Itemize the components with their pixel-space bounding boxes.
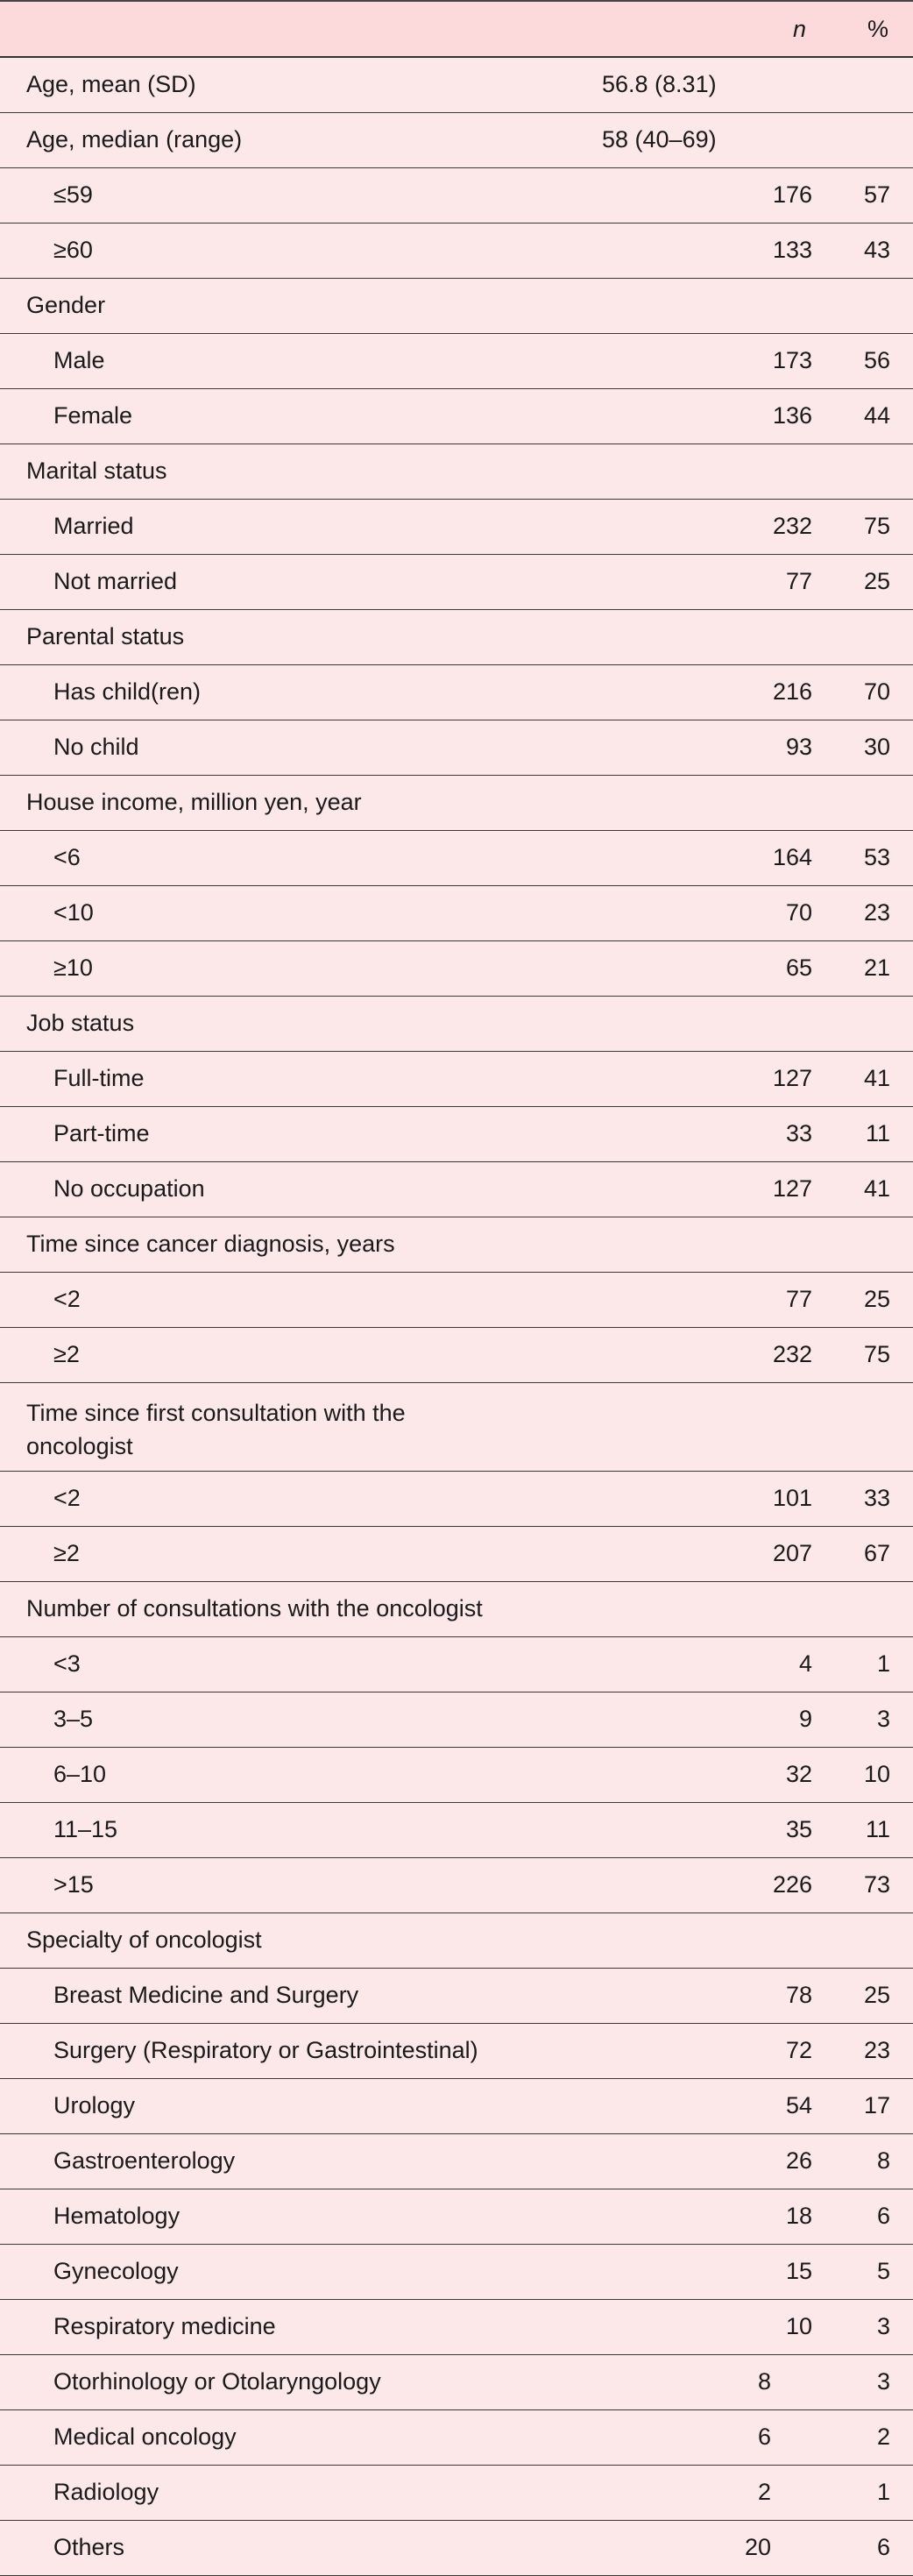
row-label: Time since cancer diagnosis, years: [26, 1231, 395, 1257]
row-label: Specialty of oncologist: [26, 1927, 262, 1953]
row-count: 78: [785, 1982, 812, 2008]
row-label: No occupation: [53, 1175, 205, 1202]
row-label: >15: [53, 1871, 94, 1898]
row-count: 133: [772, 237, 812, 263]
table-row: [0, 2079, 913, 2134]
row-percent: 6: [876, 2203, 890, 2229]
row-label: ≥60: [53, 237, 93, 263]
row-count: 6: [757, 2423, 771, 2450]
table-row: [0, 1527, 913, 1582]
table-row: [0, 334, 913, 389]
table-row: [0, 2134, 913, 2189]
table-row: [0, 1637, 913, 1692]
row-percent: 3: [876, 2313, 890, 2339]
table-row: [0, 1472, 913, 1527]
row-label: <6: [53, 844, 81, 870]
row-count: 35: [785, 1816, 812, 1842]
row-label: 3–5: [53, 1706, 94, 1732]
row-percent: 1: [876, 2479, 890, 2505]
row-percent: 3: [876, 1706, 890, 1732]
row-percent: 43: [863, 237, 890, 263]
table-row: [0, 2245, 913, 2300]
row-count: 176: [772, 181, 812, 208]
row-count: 32: [785, 1761, 812, 1787]
row-label: Parental status: [26, 623, 185, 649]
row-percent: 67: [863, 1540, 890, 1566]
row-percent: 11: [865, 1816, 890, 1842]
row-count: 226: [772, 1871, 812, 1898]
row-percent: 33: [863, 1485, 890, 1511]
row-label: No child: [53, 734, 139, 760]
row-count: 77: [785, 1286, 812, 1312]
row-label: Female: [53, 402, 133, 429]
row-label: <2: [53, 1286, 81, 1312]
row-count: 18: [785, 2203, 812, 2229]
row-label: Urology: [53, 2092, 136, 2118]
row-percent: 53: [863, 844, 890, 870]
table-row: [0, 555, 913, 610]
row-label: ≥2: [53, 1341, 80, 1367]
table-row: [0, 1273, 913, 1328]
row-percent: 30: [863, 734, 890, 760]
row-label: 6–10: [53, 1761, 107, 1787]
table-row: [0, 1692, 913, 1748]
row-percent: 1: [876, 1650, 890, 1677]
table-row: [0, 776, 913, 831]
row-label: Gender: [26, 292, 106, 318]
row-label: Respiratory medicine: [53, 2313, 276, 2339]
row-label: 11–15: [53, 1816, 118, 1842]
row-label: Otorhinology or Otolaryngology: [53, 2368, 381, 2395]
table-row: [0, 610, 913, 665]
row-label: Full-time: [53, 1065, 145, 1091]
row-label: Marital status: [26, 458, 167, 484]
row-percent: 57: [863, 181, 890, 208]
row-count: 232: [772, 513, 812, 539]
row-label: ≤59: [53, 181, 93, 208]
table-row: [0, 279, 913, 334]
table-row: [0, 1913, 913, 1969]
row-value: 58 (40–69): [602, 126, 717, 153]
table-row: [0, 2024, 913, 2079]
row-percent: 73: [863, 1871, 890, 1898]
table-header: [0, 0, 913, 58]
row-percent: 41: [863, 1065, 890, 1091]
row-count: 127: [772, 1175, 812, 1202]
column-header-n: n: [792, 16, 806, 42]
row-label: Others: [53, 2534, 125, 2560]
row-label: Medical oncology: [53, 2423, 237, 2450]
table-row: [0, 500, 913, 555]
row-label: Age, mean (SD): [26, 71, 196, 97]
table-row: [0, 444, 913, 500]
row-count: 10: [785, 2313, 812, 2339]
row-count: 101: [772, 1485, 812, 1511]
row-label: Number of consultations with the oncologist: [26, 1595, 483, 1622]
row-percent: 11: [865, 1120, 890, 1146]
table-row: [0, 1969, 913, 2024]
row-label: Age, median (range): [26, 126, 243, 153]
row-count: 33: [785, 1120, 812, 1146]
row-count: 2: [757, 2479, 771, 2505]
row-percent: 56: [863, 347, 890, 373]
table-row: [0, 2521, 913, 2576]
row-percent: 41: [863, 1175, 890, 1202]
row-label: Hematology: [53, 2203, 180, 2229]
row-label-line: oncologist: [26, 1433, 133, 1459]
table-row: [0, 389, 913, 444]
row-label: Job status: [26, 1010, 135, 1036]
table-row: [0, 1328, 913, 1383]
table-row: [0, 2410, 913, 2466]
row-label: House income, million yen, year: [26, 789, 362, 815]
row-label: Gynecology: [53, 2258, 179, 2284]
row-label: Breast Medicine and Surgery: [53, 1982, 359, 2008]
table-row: [0, 2300, 913, 2355]
table-row: [0, 1383, 913, 1472]
table-row: [0, 997, 913, 1052]
row-label-line: Time since first consultation with the: [26, 1400, 406, 1426]
table-row: [0, 1162, 913, 1217]
table-row: [0, 1107, 913, 1162]
row-percent: 10: [863, 1761, 890, 1787]
row-percent: 17: [863, 2092, 890, 2118]
row-percent: 44: [863, 402, 890, 429]
row-label: ≥2: [53, 1540, 80, 1566]
table-row: [0, 1803, 913, 1858]
row-label: <10: [53, 899, 94, 926]
table-row: [0, 2466, 913, 2521]
row-label: Male: [53, 347, 105, 373]
row-count: 26: [785, 2147, 812, 2174]
table-row: [0, 665, 913, 720]
row-count: 70: [785, 899, 812, 926]
table-row: [0, 720, 913, 776]
row-percent: 23: [863, 2037, 890, 2063]
row-percent: 3: [876, 2368, 890, 2395]
row-percent: 25: [863, 1286, 890, 1312]
row-label: <3: [53, 1650, 81, 1677]
table-row: [0, 2189, 913, 2245]
row-count: 216: [772, 678, 812, 705]
table-row: [0, 1217, 913, 1273]
row-label: ≥10: [53, 954, 93, 981]
row-percent: 25: [863, 1982, 890, 2008]
row-count: 4: [798, 1650, 812, 1677]
table-row: [0, 1582, 913, 1637]
row-count: 136: [772, 402, 812, 429]
row-label: Married: [53, 513, 134, 539]
row-count: 77: [785, 568, 812, 594]
row-label: Radiology: [53, 2479, 159, 2505]
row-percent: 75: [863, 1341, 890, 1367]
row-percent: 21: [863, 954, 890, 981]
row-count: 164: [772, 844, 812, 870]
table-row: [0, 1052, 913, 1107]
row-label: Surgery (Respiratory or Gastrointestinal): [53, 2037, 478, 2063]
row-label: Has child(ren): [53, 678, 202, 705]
row-count: 9: [798, 1706, 812, 1732]
row-percent: 75: [863, 513, 890, 539]
row-percent: 8: [876, 2147, 890, 2174]
column-header-percent: %: [867, 16, 888, 42]
row-percent: 6: [876, 2534, 890, 2560]
row-count: 232: [772, 1341, 812, 1367]
row-percent: 2: [876, 2423, 890, 2450]
table-row: [0, 831, 913, 886]
row-count: 173: [772, 347, 812, 373]
table-row: [0, 58, 913, 113]
row-count: 54: [785, 2092, 812, 2118]
row-percent: 25: [863, 568, 890, 594]
table-row: [0, 168, 913, 224]
row-count: 127: [772, 1065, 812, 1091]
table-row: [0, 1748, 913, 1803]
row-percent: 23: [863, 899, 890, 926]
row-label: <2: [53, 1485, 81, 1511]
table-row: [0, 224, 913, 279]
row-count: 72: [785, 2037, 812, 2063]
row-count: 8: [757, 2368, 771, 2395]
row-label: [26, 1396, 517, 1463]
row-count: 20: [744, 2534, 771, 2560]
row-label: Part-time: [53, 1120, 150, 1146]
row-label: Gastroenterology: [53, 2147, 236, 2174]
table-row: [0, 2355, 913, 2410]
table-row: [0, 1858, 913, 1913]
table-row: [0, 113, 913, 168]
table-row: [0, 886, 913, 941]
row-percent: 5: [876, 2258, 890, 2284]
row-label: Not married: [53, 568, 178, 594]
row-count: 207: [772, 1540, 812, 1566]
row-percent: 70: [863, 678, 890, 705]
row-count: 93: [785, 734, 812, 760]
row-count: 65: [785, 954, 812, 981]
table-row: [0, 941, 913, 997]
row-count: 15: [785, 2258, 812, 2284]
row-value: 56.8 (8.31): [602, 71, 717, 97]
